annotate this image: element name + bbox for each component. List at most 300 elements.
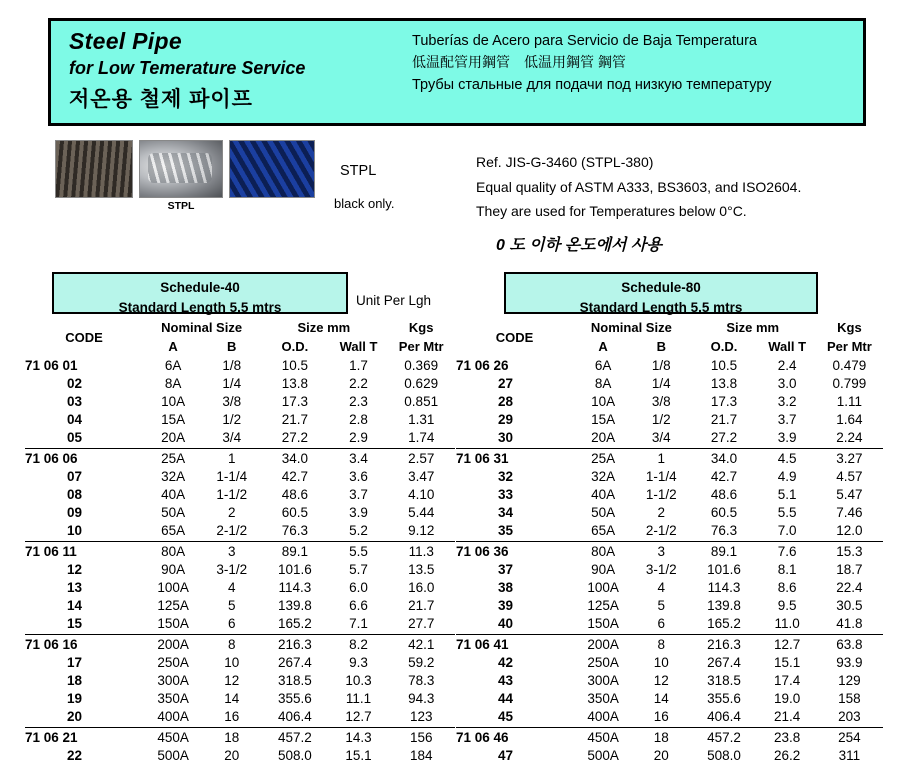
cell-kg: 1.74	[408, 429, 435, 445]
cell-a: 25A	[143, 449, 203, 468]
pipe-ends-photo	[139, 140, 223, 198]
cell-a: 10A	[591, 393, 616, 409]
cell-b: 1/4	[651, 375, 671, 391]
table-row	[25, 392, 455, 410]
cell-kg: 16.0	[408, 579, 435, 595]
table-row	[25, 728, 455, 747]
cell-kg: 22.4	[836, 579, 863, 595]
cell-wall: 5.7	[349, 561, 368, 577]
cell-kg: 21.7	[408, 597, 435, 613]
cell-a: 40A	[161, 486, 186, 502]
cell-b: 3	[203, 542, 260, 561]
cell-a: 500A	[157, 747, 189, 763]
cell-b: 18	[633, 728, 690, 747]
cell-a: 32A	[161, 468, 186, 484]
cell-code: 45	[498, 708, 514, 724]
cell-kg: 27.7	[408, 615, 435, 631]
cell-b: 8	[203, 635, 260, 654]
cell-od: 406.4	[278, 708, 312, 724]
schedule-80-subtitle: Standard Length 5.5 mtrs	[579, 299, 743, 315]
cell-a: 200A	[573, 635, 633, 654]
table-row	[456, 449, 883, 468]
cell-a: 20A	[161, 429, 186, 445]
cell-wall: 5.5	[330, 542, 388, 561]
cell-b: 5	[657, 597, 666, 613]
cell-code: 71 06 06	[25, 449, 143, 468]
cell-a: 450A	[143, 728, 203, 747]
title-chinese: 低温用鋼管 鋼管	[524, 54, 626, 71]
cell-code: 43	[498, 672, 514, 688]
cell-b: 1	[633, 449, 690, 468]
cell-b: 3	[633, 542, 690, 561]
blue-pipes-photo	[229, 140, 315, 198]
cell-b: 1	[203, 449, 260, 468]
cell-code: 71 06 16	[25, 635, 143, 654]
table-row	[456, 614, 883, 635]
cell-wall: 4.9	[777, 468, 797, 484]
cell-code: 30	[498, 429, 514, 445]
cell-code: 13	[67, 579, 83, 595]
cell-kg: 2.57	[387, 449, 455, 468]
cell-b: 1/8	[651, 357, 671, 373]
reference-usage-korean: 0 도 이하 온도에서 사용	[496, 236, 662, 254]
col-code: CODE	[495, 329, 534, 345]
cell-a: 100A	[587, 579, 619, 595]
cell-od: 27.2	[281, 429, 309, 445]
cell-od: 267.4	[707, 654, 741, 670]
cell-code: 71 06 21	[25, 728, 143, 747]
cell-wall: 2.2	[349, 375, 368, 391]
col-nominal-size: Nominal Size	[590, 320, 672, 335]
cell-kg: 0.629	[404, 375, 439, 391]
cell-wall: 3.0	[777, 375, 797, 391]
cell-b: 16	[653, 708, 669, 724]
cell-wall: 3.2	[777, 393, 797, 409]
cell-code: 42	[498, 654, 514, 670]
cell-kg: 11.3	[387, 542, 455, 561]
cell-od: 318.5	[278, 672, 312, 688]
col-nominal-size: Nominal Size	[161, 320, 243, 335]
cell-od: 139.8	[707, 597, 741, 613]
cell-b: 1/2	[222, 411, 242, 427]
cell-a: 500A	[587, 747, 619, 763]
cell-code: 28	[498, 393, 514, 409]
cell-b: 12	[653, 672, 669, 688]
cell-code: 47	[498, 747, 514, 763]
title-japanese: 低温配管用鋼管	[412, 54, 510, 71]
cell-b: 1/4	[222, 375, 242, 391]
cell-code: 39	[498, 597, 514, 613]
cell-kg: 3.47	[408, 468, 435, 484]
cell-wall: 21.4	[773, 708, 801, 724]
cell-code: 18	[67, 672, 83, 688]
col-wall: Wall T	[768, 339, 807, 354]
cell-b: 3/8	[651, 393, 671, 409]
cell-wall: 7.6	[758, 542, 815, 561]
cell-od: 89.1	[260, 542, 329, 561]
table-row	[25, 449, 455, 468]
cell-wall: 12.7	[345, 708, 372, 724]
cell-code: 20	[67, 708, 83, 724]
cell-a: 15A	[591, 411, 616, 427]
cell-wall: 14.3	[330, 728, 388, 747]
table-row	[25, 542, 455, 561]
cell-wall: 26.2	[773, 747, 801, 763]
cell-b: 3-1/2	[216, 561, 248, 577]
cell-code: 19	[67, 690, 83, 706]
col-size-mm: Size mm	[726, 320, 780, 335]
col-b: B	[656, 339, 666, 354]
table-row	[25, 578, 455, 596]
cell-code: 02	[67, 375, 83, 391]
cell-code: 04	[67, 411, 83, 427]
cell-kg: 0.851	[404, 393, 439, 409]
cell-kg: 5.47	[836, 486, 863, 502]
cell-a: 350A	[157, 690, 189, 706]
cell-wall: 3.7	[777, 411, 797, 427]
col-b: B	[227, 339, 237, 354]
cell-a: 125A	[587, 597, 619, 613]
cell-b: 3/4	[651, 429, 671, 445]
cell-kg: 254	[816, 728, 883, 747]
cell-wall: 2.9	[349, 429, 368, 445]
cell-kg: 158	[838, 690, 861, 706]
cell-wall: 23.8	[758, 728, 815, 747]
cell-a: 300A	[587, 672, 619, 688]
cell-b: 12	[224, 672, 240, 688]
cell-wall: 5.1	[777, 486, 797, 502]
cell-a: 50A	[161, 504, 186, 520]
cell-b: 14	[224, 690, 240, 706]
cell-wall: 3.9	[349, 504, 368, 520]
cell-b: 14	[653, 690, 669, 706]
cell-a: 150A	[157, 615, 189, 631]
cell-a: 200A	[143, 635, 203, 654]
cell-b: 1-1/4	[645, 468, 677, 484]
cell-od: 101.6	[707, 561, 741, 577]
banner-left	[51, 21, 406, 123]
cell-b: 5	[227, 597, 236, 613]
cell-kg: 4.10	[408, 486, 435, 502]
cell-od: 34.0	[260, 449, 329, 468]
col-kgs: Kgs	[408, 320, 434, 335]
cell-code: 07	[67, 468, 83, 484]
product-color-note: black only.	[334, 196, 395, 211]
table-row	[25, 746, 455, 766]
cell-kg: 78.3	[408, 672, 435, 688]
page-title-korean: 저온용 철제 파이프	[69, 88, 253, 112]
table-row	[25, 503, 455, 521]
cell-od: 17.3	[281, 393, 309, 409]
cell-code: 10	[67, 522, 83, 538]
table-row	[456, 746, 883, 766]
cell-a: 300A	[157, 672, 189, 688]
cell-code: 71 06 46	[456, 728, 573, 747]
cell-od: 318.5	[707, 672, 741, 688]
banner-right	[406, 21, 863, 123]
cell-kg: 3.27	[816, 449, 883, 468]
schedule-40-header	[52, 272, 348, 314]
table-row	[25, 485, 455, 503]
cell-a: 250A	[157, 654, 189, 670]
table-row	[25, 671, 455, 689]
cell-od: 10.5	[710, 357, 738, 373]
table-row	[25, 521, 455, 542]
cell-od: 42.7	[710, 468, 738, 484]
table-header-row-1	[25, 318, 455, 337]
schedule-80-table	[456, 318, 883, 766]
cell-code: 38	[498, 579, 514, 595]
cell-b: 1-1/2	[645, 486, 677, 502]
cell-code: 71 06 36	[456, 542, 573, 561]
table-row	[456, 503, 883, 521]
cell-code: 34	[498, 504, 514, 520]
cell-b: 2	[657, 504, 666, 520]
cell-a: 450A	[573, 728, 633, 747]
cell-a: 50A	[591, 504, 616, 520]
cell-a: 100A	[157, 579, 189, 595]
cell-wall: 3.9	[777, 429, 797, 445]
cell-kg: 2.24	[836, 429, 863, 445]
cell-od: 216.3	[260, 635, 329, 654]
cell-a: 350A	[587, 690, 619, 706]
cell-a: 250A	[587, 654, 619, 670]
cell-wall: 19.0	[773, 690, 801, 706]
cell-code: 40	[498, 615, 514, 631]
cell-od: 267.4	[278, 654, 312, 670]
cell-b: 2	[227, 504, 236, 520]
cell-b: 8	[633, 635, 690, 654]
cell-code: 35	[498, 522, 514, 538]
schedule-40-title: Schedule-40	[160, 280, 240, 295]
cell-kg: 156	[387, 728, 455, 747]
cell-b: 6	[657, 615, 666, 631]
title-cjk-row	[412, 52, 863, 74]
cell-od: 355.6	[707, 690, 741, 706]
cell-code: 32	[498, 468, 514, 484]
cell-od: 13.8	[710, 375, 738, 391]
col-a: A	[598, 339, 608, 354]
cell-wall: 11.0	[774, 615, 800, 631]
table-row	[456, 467, 883, 485]
table-row	[25, 560, 455, 578]
table-row	[456, 392, 883, 410]
cell-od: 165.2	[707, 615, 741, 631]
cell-b: 1/2	[651, 411, 671, 427]
cell-kg: 30.5	[836, 597, 863, 613]
cell-kg: 42.1	[387, 635, 455, 654]
table-row	[456, 596, 883, 614]
table-row	[456, 707, 883, 728]
table-row	[456, 560, 883, 578]
cell-wall: 5.5	[777, 504, 797, 520]
reference-standard: Ref. JIS-G-3460 (STPL-380)	[476, 154, 654, 170]
cell-code: 71 06 11	[25, 542, 143, 561]
cell-kg: 123	[409, 708, 433, 724]
cell-wall: 15.1	[773, 654, 801, 670]
cell-a: 80A	[143, 542, 203, 561]
cell-b: 4	[657, 579, 666, 595]
cell-kg: 13.5	[408, 561, 435, 577]
cell-od: 508.0	[278, 747, 312, 763]
cell-od: 48.6	[281, 486, 309, 502]
cell-wall: 3.7	[349, 486, 368, 502]
cell-a: 125A	[157, 597, 189, 613]
table-row	[456, 374, 883, 392]
cell-a: 10A	[161, 393, 186, 409]
col-od: O.D.	[281, 339, 309, 354]
table-row	[25, 653, 455, 671]
schedule-40-table	[25, 318, 455, 766]
title-russian: Трубы стальные для подачи под низкую температуру	[412, 77, 772, 94]
cell-wall: 17.4	[773, 672, 801, 688]
cell-a: 65A	[591, 522, 616, 538]
cell-kg: 93.9	[836, 654, 863, 670]
cell-kg: 7.46	[836, 504, 863, 520]
table-row	[25, 596, 455, 614]
cell-a: 15A	[161, 411, 186, 427]
cell-od: 48.6	[710, 486, 738, 502]
cell-code: 71 06 26	[456, 357, 509, 373]
cell-wall: 8.2	[330, 635, 388, 654]
cell-a: 25A	[573, 449, 633, 468]
col-per-mtr: Per Mtr	[827, 339, 872, 354]
table-row	[456, 689, 883, 707]
col-per-mtr: Per Mtr	[398, 339, 444, 354]
cell-code: 17	[67, 654, 83, 670]
cell-b: 4	[227, 579, 236, 595]
cell-b: 6	[227, 615, 236, 631]
cell-wall: 15.1	[345, 747, 372, 763]
col-kgs: Kgs	[837, 320, 862, 335]
cell-a: 90A	[161, 561, 186, 577]
cell-a: 8A	[164, 375, 182, 391]
page-subtitle: for Low Temerature Service	[69, 57, 306, 78]
cell-b: 3-1/2	[645, 561, 677, 577]
cell-code: 15	[67, 615, 83, 631]
cell-kg: 0.369	[404, 357, 439, 373]
cell-b: 10	[653, 654, 669, 670]
col-size-mm: Size mm	[297, 320, 351, 335]
col-od: O.D.	[710, 339, 738, 354]
table-row	[25, 689, 455, 707]
cell-b: 10	[224, 654, 240, 670]
cell-wall: 1.7	[349, 357, 368, 373]
table-row	[456, 485, 883, 503]
cell-a: 65A	[161, 522, 186, 538]
cell-a: 80A	[573, 542, 633, 561]
cell-od: 457.2	[690, 728, 759, 747]
cell-kg: 9.12	[408, 522, 435, 538]
cell-a: 6A	[164, 357, 182, 373]
schedule-80-header	[504, 272, 818, 314]
cell-code: 71 06 31	[456, 449, 573, 468]
col-a: A	[168, 339, 178, 354]
cell-a: 20A	[591, 429, 616, 445]
cell-wall: 4.5	[758, 449, 815, 468]
cell-b: 1-1/4	[216, 468, 248, 484]
cell-a: 8A	[594, 375, 612, 391]
cell-code: 27	[498, 375, 514, 391]
cell-wall: 9.3	[349, 654, 368, 670]
table-body	[456, 356, 883, 766]
table-head	[25, 318, 455, 356]
pipe-bundle-photo	[55, 140, 133, 198]
cell-wall: 3.6	[349, 468, 368, 484]
table-row	[25, 428, 455, 449]
cell-kg: 129	[838, 672, 861, 688]
cell-od: 216.3	[690, 635, 759, 654]
cell-code: 09	[67, 504, 83, 520]
cell-od: 508.0	[707, 747, 741, 763]
product-photos	[55, 140, 355, 218]
cell-b: 1-1/2	[216, 486, 248, 502]
cell-a: 400A	[157, 708, 189, 724]
cell-od: 355.6	[278, 690, 312, 706]
cell-od: 27.2	[710, 429, 738, 445]
schedule-80-title: Schedule-80	[621, 280, 701, 295]
cell-wall: 5.2	[349, 522, 368, 538]
table-row	[456, 521, 883, 542]
table-header-row-1	[456, 318, 883, 337]
table-row	[456, 542, 883, 561]
cell-kg: 12.0	[836, 522, 863, 538]
cell-kg: 4.57	[836, 468, 863, 484]
cell-kg: 203	[838, 708, 861, 724]
cell-b: 20	[653, 747, 669, 763]
cell-od: 13.8	[281, 375, 309, 391]
cell-wall: 7.1	[349, 615, 368, 631]
cell-code: 14	[67, 597, 83, 613]
table-row	[456, 671, 883, 689]
cell-kg: 311	[838, 747, 861, 763]
cell-b: 3/4	[222, 429, 242, 445]
cell-od: 139.8	[278, 597, 312, 613]
cell-kg: 18.7	[836, 561, 863, 577]
cell-wall: 7.0	[777, 522, 797, 538]
page-title: Steel Pipe	[69, 28, 182, 54]
cell-a: 6A	[594, 357, 612, 373]
cell-code: 03	[67, 393, 83, 409]
cell-code: 44	[498, 690, 514, 706]
cell-od: 21.7	[281, 411, 309, 427]
cell-kg: 1.64	[836, 411, 863, 427]
table-row	[25, 410, 455, 428]
unit-label: Unit Per Lgh	[356, 293, 432, 308]
cell-od: 21.7	[710, 411, 738, 427]
title-spanish: Tuberías de Acero para Servicio de Baja Temperatura	[412, 33, 757, 49]
cell-b: 1/8	[222, 357, 242, 373]
cell-od: 42.7	[281, 468, 309, 484]
header-banner	[48, 18, 866, 126]
cell-od: 165.2	[278, 615, 312, 631]
table-head	[456, 318, 883, 356]
cell-code: 12	[67, 561, 83, 577]
cell-code: 22	[67, 747, 83, 763]
cell-code: 05	[67, 429, 83, 445]
cell-code: 71 06 41	[456, 635, 573, 654]
cell-wall: 2.8	[349, 411, 368, 427]
table-row	[456, 428, 883, 449]
cell-wall: 12.7	[758, 635, 815, 654]
schedule-40-subtitle: Standard Length 5.5 mtrs	[118, 299, 282, 315]
table-row	[456, 410, 883, 428]
table-row	[456, 635, 883, 654]
cell-b: 2-1/2	[216, 522, 248, 538]
cell-wall: 6.6	[349, 597, 368, 613]
cell-code: 29	[498, 411, 514, 427]
cell-kg: 184	[409, 747, 433, 763]
